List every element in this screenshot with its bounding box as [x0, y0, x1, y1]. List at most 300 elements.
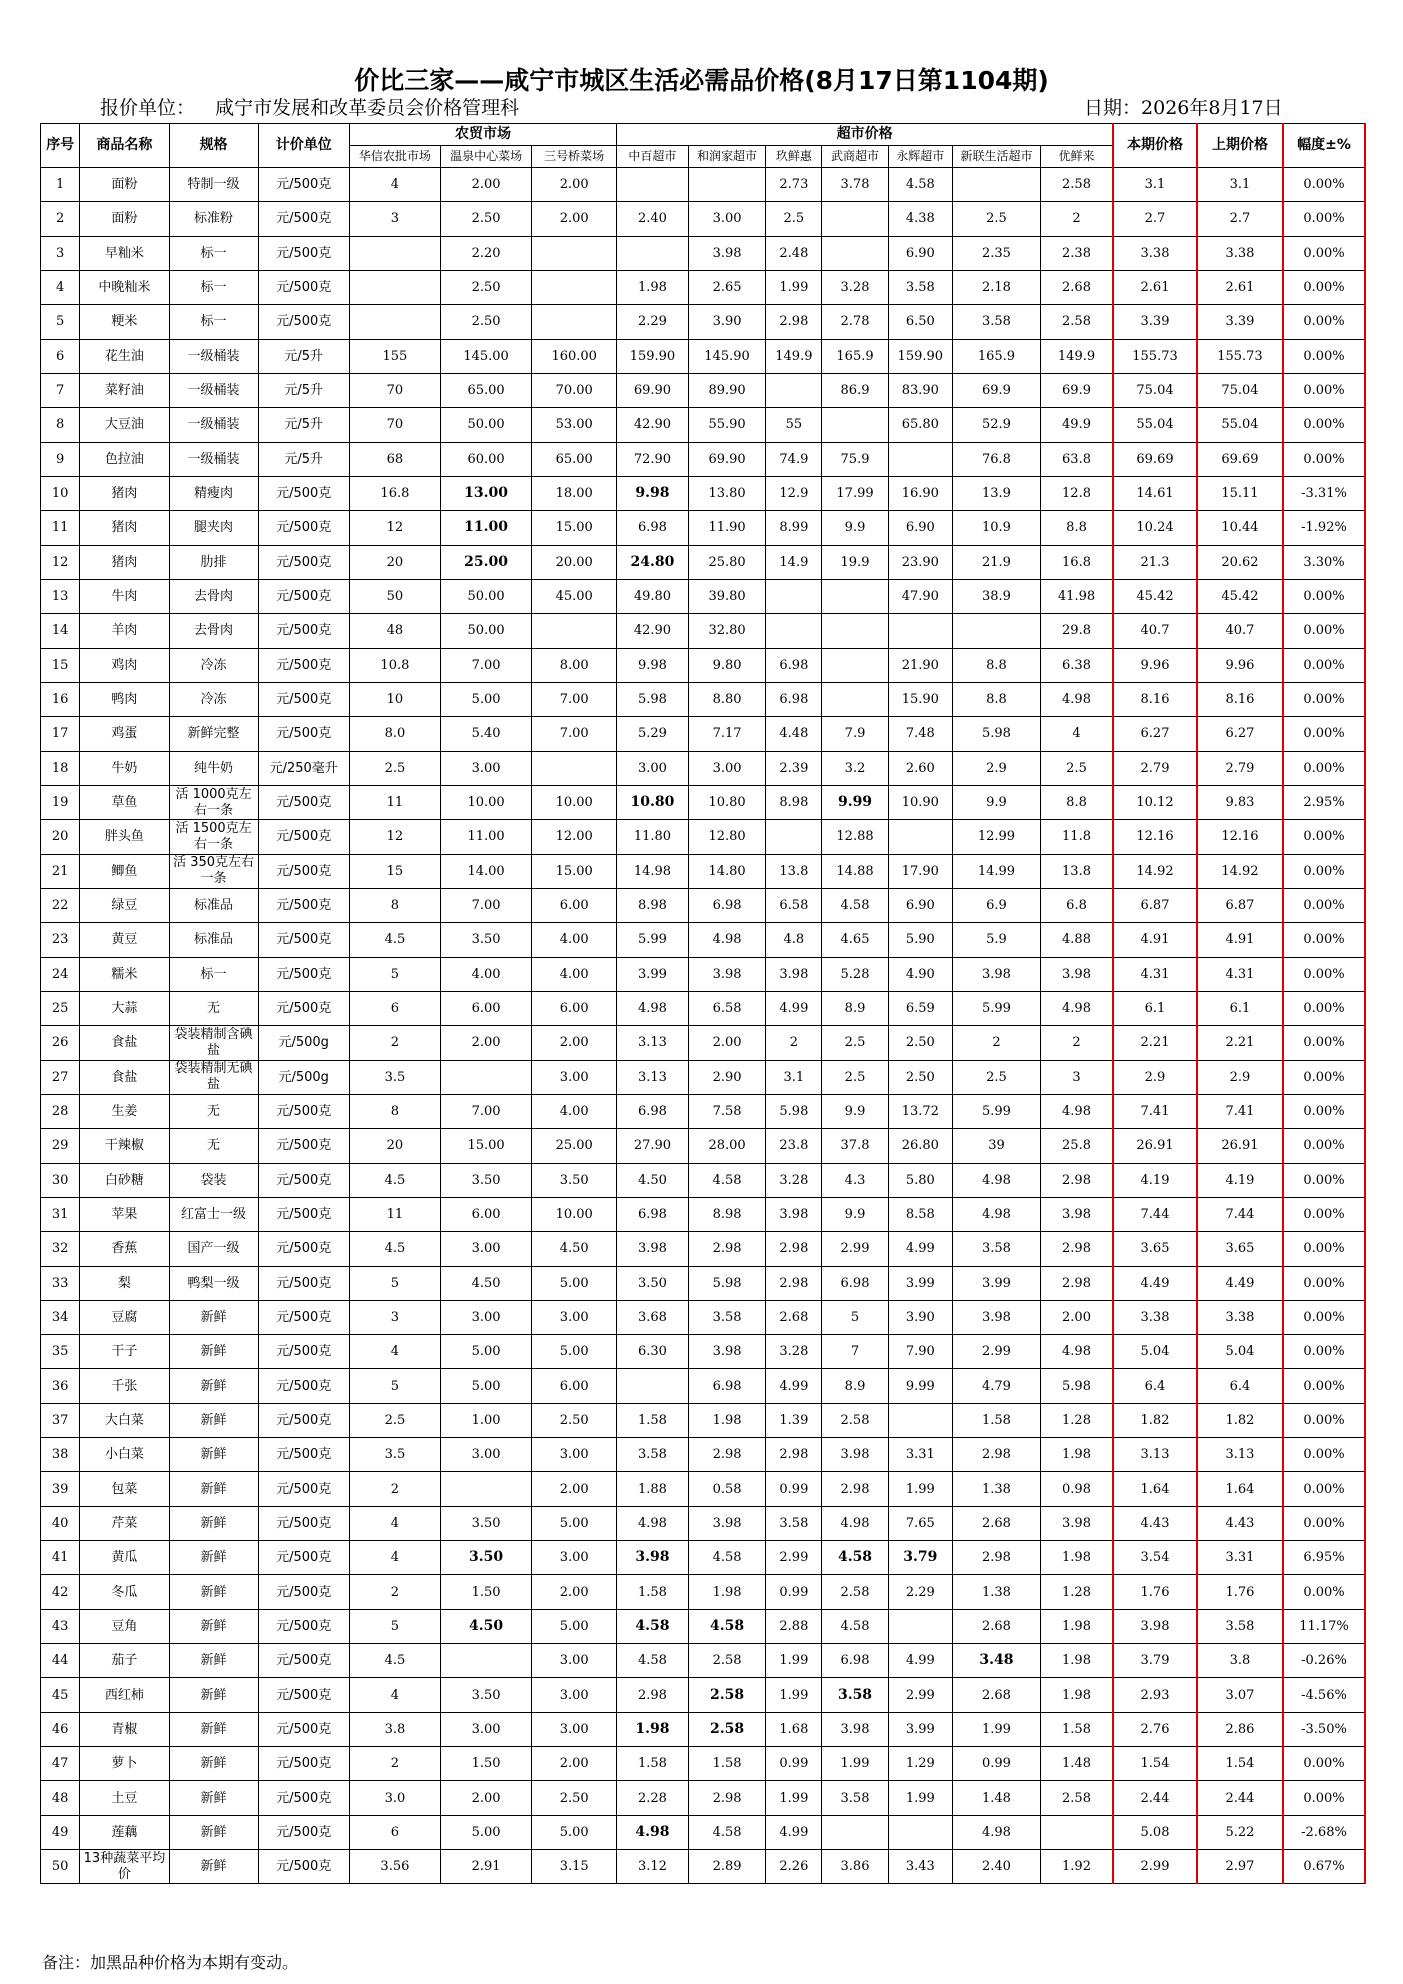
- cell-price: 3.50: [532, 1163, 617, 1197]
- col-market-9: 优鲜来: [1041, 146, 1114, 168]
- cell-price: 2.98: [766, 1438, 822, 1472]
- cell-price: 3.68: [617, 1300, 689, 1334]
- cell-seq: 7: [41, 373, 80, 407]
- cell-price: 1.28: [1041, 1403, 1114, 1437]
- cell-price: 4.50: [441, 1609, 532, 1643]
- cell-seq: 48: [41, 1781, 80, 1815]
- cell-price: 4.00: [532, 923, 617, 957]
- cell-previous: 155.73: [1197, 339, 1283, 373]
- cell-spec: 新鲜: [169, 1541, 258, 1575]
- cell-price: 2.90: [688, 1060, 766, 1094]
- cell-change: 0.00%: [1283, 1026, 1365, 1060]
- cell-name: 干辣椒: [80, 1129, 169, 1163]
- table-row: [41, 682, 1366, 716]
- cell-price: 41.98: [1041, 579, 1114, 613]
- cell-previous: 2.61: [1197, 270, 1283, 304]
- cell-price: 2.98: [952, 1438, 1040, 1472]
- cell-price: 47.90: [888, 579, 952, 613]
- cell-price: 70: [349, 373, 440, 407]
- cell-current: 3.1: [1113, 168, 1197, 202]
- cell-price: 13.8: [1041, 854, 1114, 888]
- cell-price: 65.80: [888, 408, 952, 442]
- cell-price: 6.00: [532, 1369, 617, 1403]
- table-row: [41, 1781, 1366, 1815]
- cell-previous: 1.54: [1197, 1747, 1283, 1781]
- cell-unit: 元/500克: [258, 1472, 349, 1506]
- cell-previous: 3.13: [1197, 1438, 1283, 1472]
- cell-price: 3.99: [888, 1712, 952, 1746]
- cell-price: 2.58: [1041, 1781, 1114, 1815]
- cell-price: 3.98: [617, 1541, 689, 1575]
- cell-previous: 2.44: [1197, 1781, 1283, 1815]
- cell-current: 3.98: [1113, 1609, 1197, 1643]
- cell-spec: 鸭梨一级: [169, 1266, 258, 1300]
- table-row: [41, 442, 1366, 476]
- cell-previous: 5.22: [1197, 1815, 1283, 1849]
- cell-price: 42.90: [617, 408, 689, 442]
- cell-price: 2.50: [888, 1026, 952, 1060]
- cell-price: [532, 751, 617, 785]
- cell-unit: 元/500克: [258, 1094, 349, 1128]
- cell-price: 10.8: [349, 648, 440, 682]
- cell-price: 16.90: [888, 476, 952, 510]
- cell-seq: 45: [41, 1678, 80, 1712]
- cell-price: 15: [349, 854, 440, 888]
- cell-price: 1.92: [1041, 1850, 1114, 1884]
- cell-price: 65.00: [532, 442, 617, 476]
- cell-price: 0.98: [1041, 1472, 1114, 1506]
- cell-price: 3.8: [349, 1712, 440, 1746]
- cell-price: 39.80: [688, 579, 766, 613]
- cell-price: 2.00: [1041, 1300, 1114, 1334]
- cell-price: 4.58: [688, 1541, 766, 1575]
- cell-price: 3: [349, 202, 440, 236]
- cell-price: 2.98: [1041, 1232, 1114, 1266]
- cell-price: 3.98: [952, 1300, 1040, 1334]
- cell-price: 10.80: [617, 785, 689, 819]
- price-table: [40, 123, 1366, 1884]
- cell-price: 4.58: [822, 888, 888, 922]
- cell-price: 1.99: [766, 1781, 822, 1815]
- cell-price: 13.80: [688, 476, 766, 510]
- cell-price: 8.00: [532, 648, 617, 682]
- cell-name: 鸡肉: [80, 648, 169, 682]
- cell-unit: 元/500克: [258, 1644, 349, 1678]
- table-row: [41, 888, 1366, 922]
- cell-name: 茄子: [80, 1644, 169, 1678]
- table-row: [41, 1129, 1366, 1163]
- cell-price: 3.00: [441, 1438, 532, 1472]
- cell-price: 4.98: [617, 1506, 689, 1540]
- cell-price: 38.9: [952, 579, 1040, 613]
- cell-current: 4.31: [1113, 957, 1197, 991]
- table-row: [41, 511, 1366, 545]
- cell-change: 0.00%: [1283, 408, 1365, 442]
- cell-price: 145.00: [441, 339, 532, 373]
- cell-price: 32.80: [688, 614, 766, 648]
- cell-price: [617, 168, 689, 202]
- cell-seq: 42: [41, 1575, 80, 1609]
- cell-unit: 元/5升: [258, 339, 349, 373]
- cell-price: 25.8: [1041, 1129, 1114, 1163]
- cell-seq: 41: [41, 1541, 80, 1575]
- cell-name: 生姜: [80, 1094, 169, 1128]
- cell-name: 草鱼: [80, 785, 169, 819]
- cell-price: 6.58: [766, 888, 822, 922]
- cell-unit: 元/500克: [258, 957, 349, 991]
- cell-name: 小白菜: [80, 1438, 169, 1472]
- cell-price: 2.00: [441, 1781, 532, 1815]
- cell-price: 2.88: [766, 1609, 822, 1643]
- cell-price: 3.58: [822, 1678, 888, 1712]
- cell-seq: 11: [41, 511, 80, 545]
- cell-change: 0.00%: [1283, 1300, 1365, 1334]
- cell-seq: 26: [41, 1026, 80, 1060]
- cell-price: 7.00: [441, 888, 532, 922]
- cell-price: 15.00: [532, 854, 617, 888]
- cell-price: 6.00: [532, 888, 617, 922]
- cell-current: 3.38: [1113, 1300, 1197, 1334]
- cell-price: 12.8: [1041, 476, 1114, 510]
- cell-price: 25.80: [688, 545, 766, 579]
- cell-price: 3.12: [617, 1850, 689, 1884]
- cell-price: 2.00: [532, 1472, 617, 1506]
- cell-current: 1.54: [1113, 1747, 1197, 1781]
- cell-spec: 标准粉: [169, 202, 258, 236]
- cell-price: 3.28: [766, 1163, 822, 1197]
- cell-previous: 20.62: [1197, 545, 1283, 579]
- cell-price: 4.99: [766, 991, 822, 1025]
- cell-previous: 4.49: [1197, 1266, 1283, 1300]
- cell-price: 69.90: [617, 373, 689, 407]
- cell-price: 14.88: [822, 854, 888, 888]
- cell-price: 3.50: [441, 923, 532, 957]
- cell-unit: 元/500克: [258, 579, 349, 613]
- cell-current: 4.49: [1113, 1266, 1197, 1300]
- cell-current: 2.76: [1113, 1712, 1197, 1746]
- cell-price: [1041, 1815, 1114, 1849]
- cell-spec: 袋装精制无碘盐: [169, 1060, 258, 1094]
- cell-price: 2.89: [688, 1850, 766, 1884]
- cell-price: 7.00: [441, 1094, 532, 1128]
- cell-current: 1.76: [1113, 1575, 1197, 1609]
- cell-price: 0.99: [766, 1472, 822, 1506]
- cell-price: 10.00: [441, 785, 532, 819]
- cell-previous: 69.69: [1197, 442, 1283, 476]
- cell-change: 0.00%: [1283, 339, 1365, 373]
- cell-price: 52.9: [952, 408, 1040, 442]
- cell-name: 绿豆: [80, 888, 169, 922]
- cell-spec: 标一: [169, 236, 258, 270]
- cell-price: [617, 236, 689, 270]
- cell-price: 9.80: [688, 648, 766, 682]
- cell-price: [888, 614, 952, 648]
- cell-previous: 6.87: [1197, 888, 1283, 922]
- cell-change: 0.00%: [1283, 854, 1365, 888]
- cell-current: 4.91: [1113, 923, 1197, 957]
- cell-spec: 冷冻: [169, 648, 258, 682]
- cell-price: 55: [766, 408, 822, 442]
- cell-price: 23.90: [888, 545, 952, 579]
- cell-change: 11.17%: [1283, 1609, 1365, 1643]
- col-current: 本期价格: [1113, 124, 1197, 168]
- table-row: [41, 236, 1366, 270]
- cell-price: 5: [349, 957, 440, 991]
- cell-price: 1.58: [617, 1575, 689, 1609]
- cell-price: 5.00: [441, 1335, 532, 1369]
- cell-seq: 16: [41, 682, 80, 716]
- cell-price: 45.00: [532, 579, 617, 613]
- cell-price: 3.58: [766, 1506, 822, 1540]
- cell-price: 2.58: [688, 1712, 766, 1746]
- cell-price: 50: [349, 579, 440, 613]
- cell-price: 1.38: [952, 1472, 1040, 1506]
- cell-price: 7.90: [888, 1335, 952, 1369]
- cell-price: 76.8: [952, 442, 1040, 476]
- cell-current: 2.79: [1113, 751, 1197, 785]
- cell-price: 11.8: [1041, 820, 1114, 854]
- cell-price: 3.00: [441, 1300, 532, 1334]
- cell-price: 4.98: [822, 1506, 888, 1540]
- cell-unit: 元/500克: [258, 1300, 349, 1334]
- cell-change: 0.00%: [1283, 1129, 1365, 1163]
- cell-unit: 元/500克: [258, 1438, 349, 1472]
- cell-current: 1.82: [1113, 1403, 1197, 1437]
- cell-price: 9.9: [822, 1197, 888, 1231]
- cell-change: 0.00%: [1283, 1472, 1365, 1506]
- cell-name: 猪肉: [80, 511, 169, 545]
- cell-price: 155: [349, 339, 440, 373]
- cell-seq: 20: [41, 820, 80, 854]
- cell-previous: 3.58: [1197, 1609, 1283, 1643]
- cell-price: [822, 202, 888, 236]
- cell-price: 5.00: [532, 1335, 617, 1369]
- table-row: [41, 1747, 1366, 1781]
- cell-price: 2.99: [766, 1541, 822, 1575]
- cell-name: 猪肉: [80, 476, 169, 510]
- cell-name: 豆角: [80, 1609, 169, 1643]
- table-row: [41, 202, 1366, 236]
- reporter-name: 咸宁市发展和改革委员会价格管理科: [215, 97, 520, 119]
- cell-name: 糯米: [80, 957, 169, 991]
- cell-price: 7.48: [888, 717, 952, 751]
- cell-change: 0.00%: [1283, 236, 1365, 270]
- cell-seq: 23: [41, 923, 80, 957]
- cell-price: 3.98: [1041, 1197, 1114, 1231]
- cell-price: 13.8: [766, 854, 822, 888]
- cell-price: 3.00: [441, 751, 532, 785]
- cell-price: 12.80: [688, 820, 766, 854]
- cell-previous: 75.04: [1197, 373, 1283, 407]
- cell-spec: 新鲜: [169, 1644, 258, 1678]
- cell-spec: 新鲜: [169, 1438, 258, 1472]
- cell-price: 165.9: [952, 339, 1040, 373]
- cell-price: 4.65: [822, 923, 888, 957]
- cell-unit: 元/500克: [258, 202, 349, 236]
- cell-price: 3.00: [441, 1712, 532, 1746]
- cell-seq: 6: [41, 339, 80, 373]
- cell-name: 面粉: [80, 202, 169, 236]
- cell-price: 9.9: [822, 1094, 888, 1128]
- cell-price: 0.99: [766, 1575, 822, 1609]
- cell-price: 2.58: [1041, 305, 1114, 339]
- cell-seq: 40: [41, 1506, 80, 1540]
- cell-price: 42.90: [617, 614, 689, 648]
- cell-price: 15.90: [888, 682, 952, 716]
- cell-unit: 元/500克: [258, 717, 349, 751]
- cell-price: 75.9: [822, 442, 888, 476]
- cell-spec: 精瘦肉: [169, 476, 258, 510]
- table-row: [41, 991, 1366, 1025]
- report-date: 2026年8月17日: [1141, 97, 1283, 119]
- cell-current: 2.9: [1113, 1060, 1197, 1094]
- cell-unit: 元/500克: [258, 1575, 349, 1609]
- cell-price: 3.00: [532, 1678, 617, 1712]
- cell-price: 2.00: [532, 1575, 617, 1609]
- cell-price: 3.98: [688, 1506, 766, 1540]
- cell-price: 5.40: [441, 717, 532, 751]
- cell-seq: 35: [41, 1335, 80, 1369]
- cell-price: 4.8: [766, 923, 822, 957]
- cell-price: 3.00: [441, 1232, 532, 1266]
- cell-price: 5.90: [888, 923, 952, 957]
- table-row: [41, 820, 1366, 854]
- cell-previous: 3.1: [1197, 168, 1283, 202]
- cell-price: 11.00: [441, 511, 532, 545]
- table-row: [41, 305, 1366, 339]
- cell-previous: 8.16: [1197, 682, 1283, 716]
- col-name: 商品名称: [80, 124, 169, 168]
- cell-price: 2.18: [952, 270, 1040, 304]
- cell-price: 2.78: [822, 305, 888, 339]
- cell-unit: 元/500克: [258, 1403, 349, 1437]
- cell-unit: 元/500克: [258, 888, 349, 922]
- cell-price: 5: [822, 1300, 888, 1334]
- cell-spec: 新鲜: [169, 1300, 258, 1334]
- cell-price: 4.88: [1041, 923, 1114, 957]
- cell-price: 6.38: [1041, 648, 1114, 682]
- cell-price: [888, 442, 952, 476]
- table-row: [41, 1403, 1366, 1437]
- cell-price: 3.58: [952, 1232, 1040, 1266]
- cell-price: 25.00: [441, 545, 532, 579]
- cell-current: 4.19: [1113, 1163, 1197, 1197]
- cell-price: 6.98: [617, 1094, 689, 1128]
- cell-unit: 元/500克: [258, 1232, 349, 1266]
- cell-change: 0.00%: [1283, 991, 1365, 1025]
- cell-previous: 3.8: [1197, 1644, 1283, 1678]
- cell-price: 19.9: [822, 545, 888, 579]
- cell-price: 3.00: [532, 1060, 617, 1094]
- cell-price: 4.90: [888, 957, 952, 991]
- cell-price: 5.00: [441, 682, 532, 716]
- cell-price: 7.00: [532, 682, 617, 716]
- cell-price: 1.98: [617, 1712, 689, 1746]
- cell-previous: 3.07: [1197, 1678, 1283, 1712]
- col-market-3: 中百超市: [617, 146, 689, 168]
- cell-price: 2.40: [952, 1850, 1040, 1884]
- cell-current: 69.69: [1113, 442, 1197, 476]
- cell-price: 5.00: [532, 1266, 617, 1300]
- cell-price: 5.00: [532, 1506, 617, 1540]
- cell-unit: 元/500克: [258, 511, 349, 545]
- cell-change: 0.00%: [1283, 168, 1365, 202]
- cell-price: 2.40: [617, 202, 689, 236]
- cell-price: 1.58: [617, 1403, 689, 1437]
- cell-current: 9.96: [1113, 648, 1197, 682]
- cell-price: 69.90: [688, 442, 766, 476]
- cell-price: 37.8: [822, 1129, 888, 1163]
- cell-change: 0.00%: [1283, 1403, 1365, 1437]
- cell-price: 3.28: [822, 270, 888, 304]
- cell-price: 12: [349, 820, 440, 854]
- cell-previous: 3.65: [1197, 1232, 1283, 1266]
- cell-unit: 元/500克: [258, 1609, 349, 1643]
- table-row: [41, 168, 1366, 202]
- cell-price: 2.91: [441, 1850, 532, 1884]
- cell-price: 5.98: [688, 1266, 766, 1300]
- cell-price: [617, 1369, 689, 1403]
- cell-current: 21.3: [1113, 545, 1197, 579]
- cell-current: 3.39: [1113, 305, 1197, 339]
- cell-price: 4.98: [617, 1815, 689, 1849]
- cell-spec: 冷冻: [169, 682, 258, 716]
- table-row: [41, 1335, 1366, 1369]
- cell-price: 2.00: [441, 1026, 532, 1060]
- cell-current: 3.38: [1113, 236, 1197, 270]
- cell-current: 14.92: [1113, 854, 1197, 888]
- cell-current: 4.43: [1113, 1506, 1197, 1540]
- cell-unit: 元/500克: [258, 168, 349, 202]
- cell-price: 1.38: [952, 1575, 1040, 1609]
- cell-name: 土豆: [80, 1781, 169, 1815]
- table-row: [41, 1850, 1366, 1884]
- cell-price: 68: [349, 442, 440, 476]
- cell-name: 鸡蛋: [80, 717, 169, 751]
- col-market-7: 永辉超市: [888, 146, 952, 168]
- cell-price: 5.29: [617, 717, 689, 751]
- cell-price: 160.00: [532, 339, 617, 373]
- cell-price: 2.5: [349, 1403, 440, 1437]
- cell-previous: 2.9: [1197, 1060, 1283, 1094]
- cell-price: 4.98: [952, 1815, 1040, 1849]
- cell-change: -0.26%: [1283, 1644, 1365, 1678]
- cell-spec: 新鲜完整: [169, 717, 258, 751]
- cell-price: 1.48: [1041, 1747, 1114, 1781]
- cell-price: 2.99: [888, 1678, 952, 1712]
- cell-price: 8.8: [952, 682, 1040, 716]
- cell-price: 8.9: [822, 1369, 888, 1403]
- cell-name: 牛肉: [80, 579, 169, 613]
- cell-price: 1.00: [441, 1403, 532, 1437]
- cell-change: -1.92%: [1283, 511, 1365, 545]
- cell-price: 3.00: [532, 1300, 617, 1334]
- cell-change: 0.00%: [1283, 1232, 1365, 1266]
- cell-seq: 46: [41, 1712, 80, 1746]
- cell-name: 花生油: [80, 339, 169, 373]
- cell-unit: 元/250毫升: [258, 751, 349, 785]
- cell-price: 7: [822, 1335, 888, 1369]
- cell-price: 18.00: [532, 476, 617, 510]
- cell-price: 1.28: [1041, 1575, 1114, 1609]
- table-row: [41, 1815, 1366, 1849]
- cell-price: 4.58: [617, 1609, 689, 1643]
- cell-price: 1.68: [766, 1712, 822, 1746]
- cell-seq: 37: [41, 1403, 80, 1437]
- cell-price: 1.99: [888, 1472, 952, 1506]
- cell-price: 1.98: [1041, 1678, 1114, 1712]
- cell-price: 4.99: [888, 1232, 952, 1266]
